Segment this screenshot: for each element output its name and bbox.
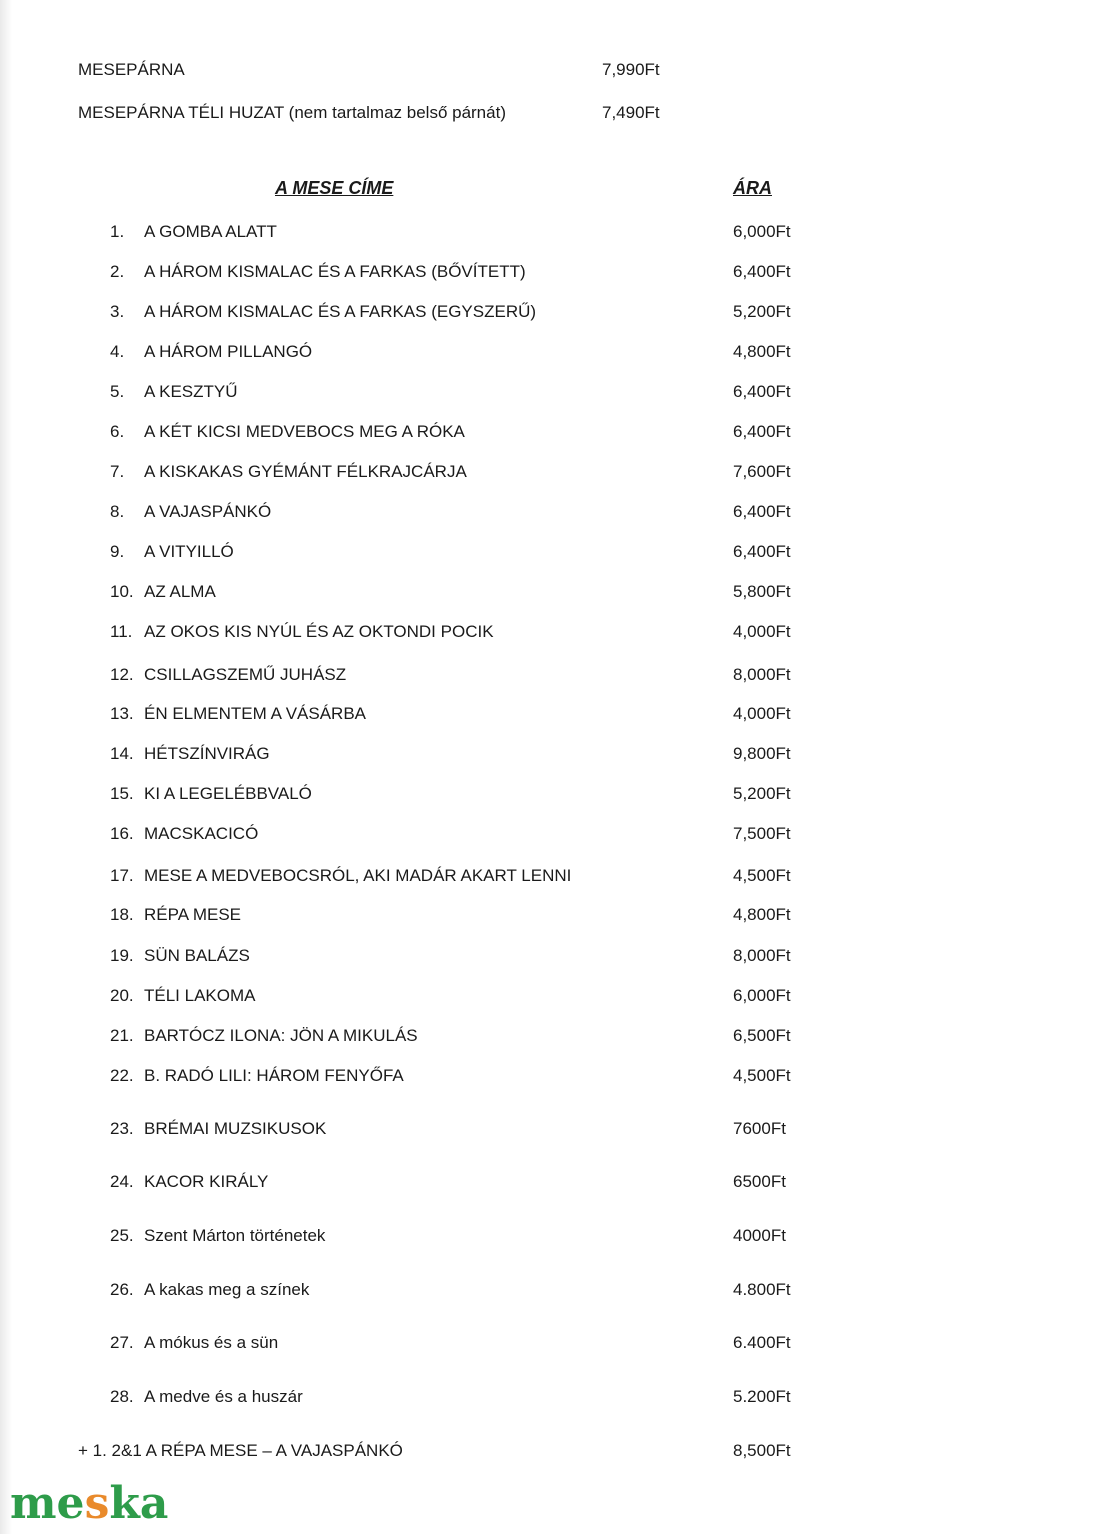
story-row xyxy=(0,302,1100,326)
story-num: 23. xyxy=(110,1119,134,1138)
story-title: BRÉMAI MUZSIKUSOK xyxy=(144,1119,327,1138)
story-price: 6,400Ft xyxy=(733,382,791,401)
story-price: 4,000Ft xyxy=(733,704,791,723)
story-price: 6,400Ft xyxy=(733,262,791,281)
story-num: 6. xyxy=(110,422,125,441)
story-num: 18. xyxy=(110,905,134,924)
story-title: BARTÓCZ ILONA: JÖN A MIKULÁS xyxy=(144,1026,418,1045)
story-title: AZ OKOS KIS NYÚL ÉS AZ OKTONDI POCIK xyxy=(144,622,494,641)
story-price: 6,400Ft xyxy=(733,542,791,561)
story-price: 6,000Ft xyxy=(733,986,791,1005)
story-price: 9,800Ft xyxy=(733,744,791,763)
story-row xyxy=(0,582,1100,606)
story-title: A HÁROM PILLANGÓ xyxy=(144,342,313,361)
story-price: 4,800Ft xyxy=(733,342,791,361)
story-row xyxy=(0,462,1100,486)
story-price: 4,000Ft xyxy=(733,622,791,641)
story-price: 6,000Ft xyxy=(733,222,791,241)
story-num: 8. xyxy=(110,502,125,521)
story-row xyxy=(0,382,1100,406)
story-row xyxy=(0,946,1100,970)
story-title: A HÁROM KISMALAC ÉS A FARKAS (EGYSZERŰ) xyxy=(144,302,537,321)
story-row xyxy=(0,262,1100,286)
story-row xyxy=(0,342,1100,366)
top-item-price: 7,990Ft xyxy=(602,60,660,79)
story-price: 8,000Ft xyxy=(733,946,791,965)
story-row xyxy=(0,905,1100,929)
story-title: AZ ALMA xyxy=(144,582,216,601)
story-price: 4.800Ft xyxy=(733,1280,791,1299)
story-row xyxy=(0,422,1100,446)
story-num: 19. xyxy=(110,946,134,965)
story-num: 1. xyxy=(110,222,125,241)
story-num: 28. xyxy=(110,1387,134,1406)
column-header-price: ÁRA xyxy=(733,178,772,198)
story-title: ÉN ELMENTEM A VÁSÁRBA xyxy=(144,704,367,723)
story-row xyxy=(0,1280,1100,1304)
story-num: 3. xyxy=(110,302,125,321)
story-num: 4. xyxy=(110,342,125,361)
story-num: 10. xyxy=(110,582,134,601)
story-row xyxy=(0,784,1100,808)
story-title: A HÁROM KISMALAC ÉS A FARKAS (BŐVÍTETT) xyxy=(144,262,526,281)
story-title: A VITYILLÓ xyxy=(144,542,234,561)
story-title: B. RADÓ LILI: HÁROM FENYŐFA xyxy=(144,1066,404,1085)
story-price: 6,400Ft xyxy=(733,502,791,521)
story-row xyxy=(0,542,1100,566)
story-row xyxy=(0,1026,1100,1050)
story-row xyxy=(0,824,1100,848)
story-row xyxy=(0,866,1100,890)
story-title: CSILLAGSZEMŰ JUHÁSZ xyxy=(144,665,347,684)
story-price: 5,200Ft xyxy=(733,302,791,321)
story-title: A mókus és a sün xyxy=(144,1333,279,1352)
story-price: 8,000Ft xyxy=(733,665,791,684)
story-price: 7,600Ft xyxy=(733,462,791,481)
story-num: 11. xyxy=(110,622,133,641)
story-num: 25. xyxy=(110,1226,134,1245)
story-num: 24. xyxy=(110,1172,134,1191)
story-num: 22. xyxy=(110,1066,134,1085)
story-title: A GOMBA ALATT xyxy=(144,222,277,241)
story-title: SÜN BALÁZS xyxy=(144,946,250,965)
story-row xyxy=(0,1066,1100,1090)
story-price: 6.400Ft xyxy=(733,1333,791,1352)
story-title: KI A LEGELÉBBVALÓ xyxy=(144,784,312,803)
story-num: 13. xyxy=(110,704,134,723)
story-price: 6,400Ft xyxy=(733,422,791,441)
story-price: 4000Ft xyxy=(733,1226,786,1245)
story-title: A KESZTYŰ xyxy=(144,382,238,401)
story-num: 26. xyxy=(110,1280,134,1299)
story-row xyxy=(0,222,1100,246)
story-row xyxy=(0,1119,1100,1143)
story-num: 9. xyxy=(110,542,125,561)
story-row xyxy=(0,665,1100,689)
story-title: Szent Márton történetek xyxy=(144,1226,326,1245)
story-price: 5.200Ft xyxy=(733,1387,791,1406)
story-num: 15. xyxy=(110,784,134,803)
column-header-title: A MESE CÍME xyxy=(275,178,394,198)
story-num: 20. xyxy=(110,986,134,1005)
story-price: 6,500Ft xyxy=(733,1026,791,1045)
story-num: 14. xyxy=(110,744,134,763)
story-price: 4,500Ft xyxy=(733,1066,791,1085)
story-num: 17. xyxy=(110,866,134,885)
story-title: A KISKAKAS GYÉMÁNT FÉLKRAJCÁRJA xyxy=(144,462,467,481)
story-num: 7. xyxy=(110,462,125,481)
story-price: 4,500Ft xyxy=(733,866,791,885)
story-title: A medve és a huszár xyxy=(144,1387,303,1406)
story-price: 4,800Ft xyxy=(733,905,791,924)
logo-text-tail: ka xyxy=(109,1478,169,1529)
bundle-price: 8,500Ft xyxy=(733,1441,791,1460)
story-price: 7600Ft xyxy=(733,1119,786,1138)
story-row xyxy=(0,986,1100,1010)
story-row xyxy=(0,1226,1100,1250)
story-title: A VAJASPÁNKÓ xyxy=(144,502,272,521)
story-title: RÉPA MESE xyxy=(144,905,241,924)
story-row xyxy=(0,1333,1100,1357)
story-price: 6500Ft xyxy=(733,1172,786,1191)
story-title: MACSKACICÓ xyxy=(144,824,259,843)
top-item-name: MESEPÁRNA xyxy=(78,60,185,79)
bundle-offer: + 1. 2&1 A RÉPA MESE – A VAJASPÁNKÓ xyxy=(78,1441,403,1460)
story-title: MESE A MEDVEBOCSRÓL, AKI MADÁR AKART LENNI xyxy=(144,866,572,885)
story-row xyxy=(0,704,1100,728)
story-price: 5,200Ft xyxy=(733,784,791,803)
logo-text-accent: s xyxy=(84,1478,110,1529)
story-num: 16. xyxy=(110,824,134,843)
meska-logo xyxy=(10,1478,168,1529)
story-num: 5. xyxy=(110,382,125,401)
story-num: 2. xyxy=(110,262,125,281)
story-row xyxy=(0,502,1100,526)
story-num: 27. xyxy=(110,1333,134,1352)
story-title: A kakas meg a színek xyxy=(144,1280,310,1299)
logo-text-main: me xyxy=(10,1478,85,1529)
story-row xyxy=(0,744,1100,768)
top-item-price: 7,490Ft xyxy=(602,103,660,122)
story-price: 7,500Ft xyxy=(733,824,791,843)
story-row xyxy=(0,1387,1100,1411)
story-num: 21. xyxy=(110,1026,134,1045)
story-num: 12. xyxy=(110,665,134,684)
story-row xyxy=(0,622,1100,646)
story-title: HÉTSZÍNVIRÁG xyxy=(144,744,270,763)
story-title: TÉLI LAKOMA xyxy=(144,986,256,1005)
top-item-name: MESEPÁRNA TÉLI HUZAT (nem tartalmaz belső párnát) xyxy=(78,103,506,122)
story-title: A KÉT KICSI MEDVEBOCS MEG A RÓKA xyxy=(144,422,465,441)
story-title: KACOR KIRÁLY xyxy=(144,1172,269,1191)
story-price: 5,800Ft xyxy=(733,582,791,601)
story-row xyxy=(0,1172,1100,1196)
